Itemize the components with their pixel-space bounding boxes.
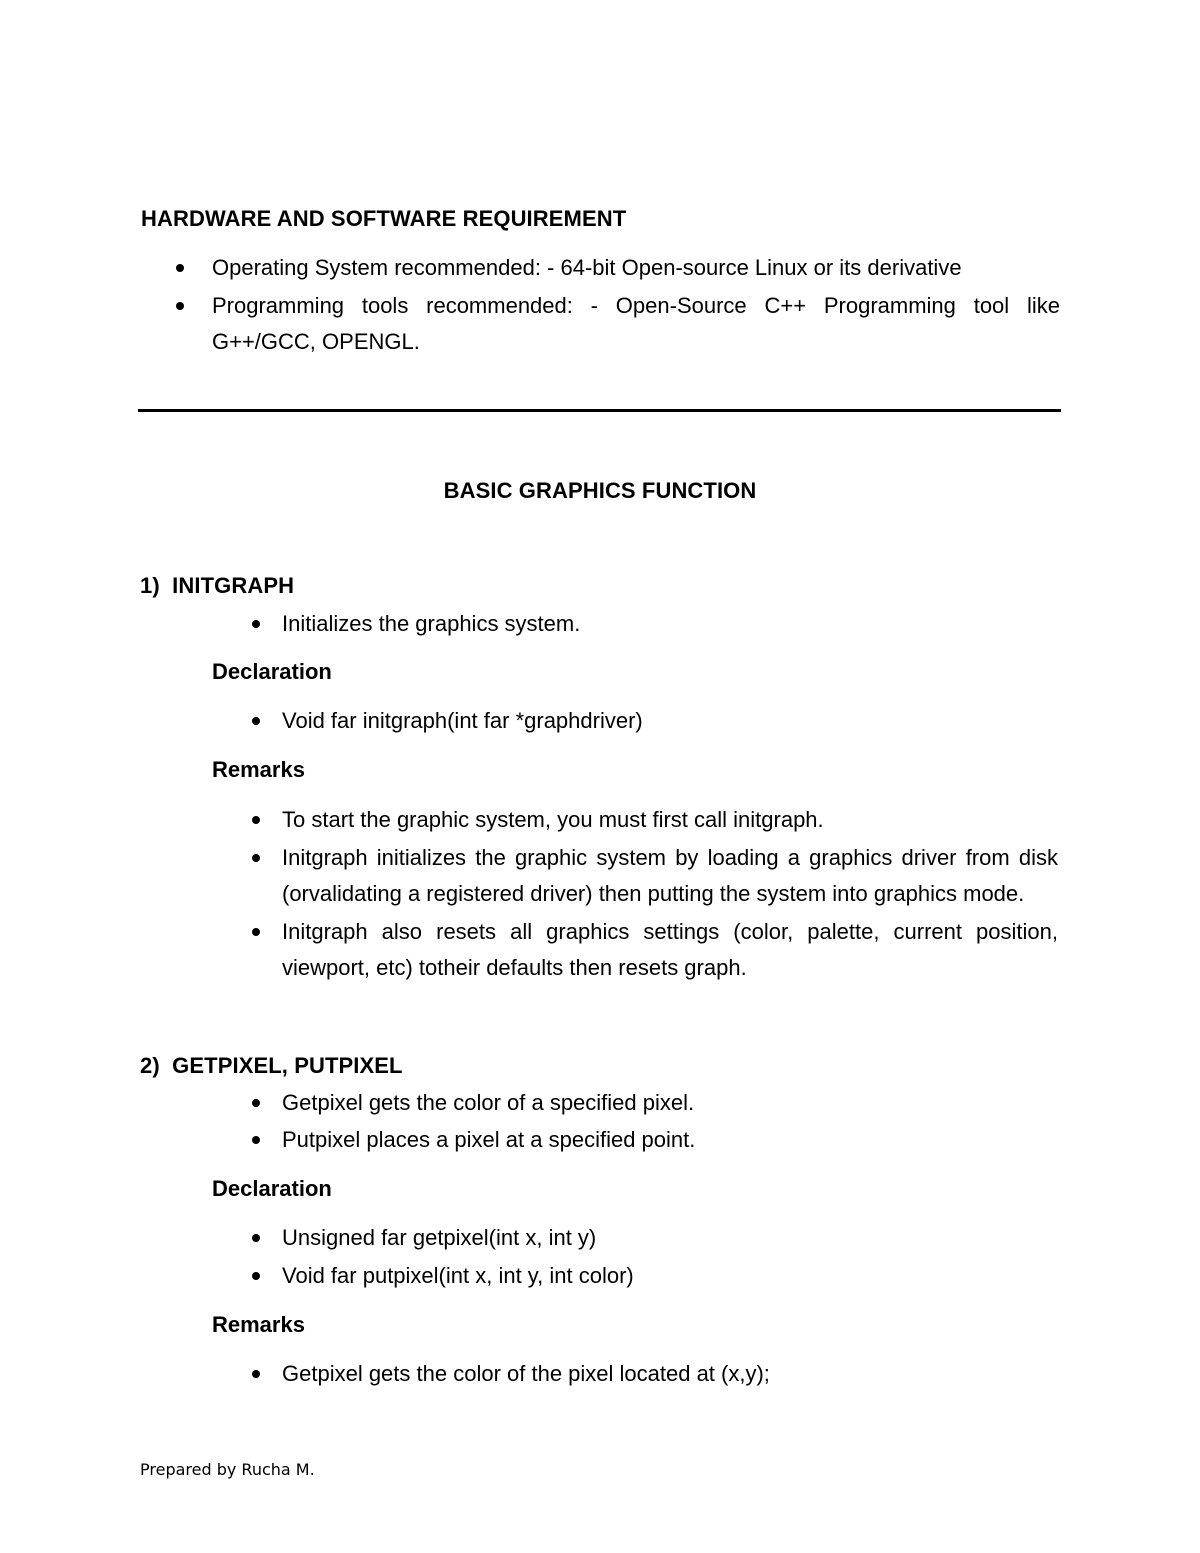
list-item: Initializes the graphics system. (282, 611, 581, 636)
list-item: Programming tools recommended: - Open-Source C++ Programming tool like G++/GCC, OPENGL. (212, 293, 1060, 354)
bullet-icon (252, 928, 260, 936)
bullet-icon (252, 816, 260, 824)
list-item: Operating System recommended: - 64-bit Open-source Linux or its derivative (212, 255, 962, 280)
bullet-icon (252, 1272, 260, 1280)
section-title-requirements: HARDWARE AND SOFTWARE REQUIREMENT (141, 206, 627, 231)
remarks-label: Remarks (212, 757, 305, 782)
bullet-icon (252, 1136, 260, 1144)
bullet-icon (252, 1370, 260, 1378)
list-item: Putpixel places a pixel at a specified point. (282, 1127, 696, 1152)
declaration-label: Declaration (212, 659, 332, 684)
item-title-initgraph: 1) INITGRAPH (140, 573, 295, 598)
bullet-icon (252, 717, 260, 725)
bullet-icon (252, 854, 260, 862)
list-item: Getpixel gets the color of a specified pixel. (282, 1090, 695, 1115)
bullet-icon (252, 620, 260, 628)
section-title-basic-graphics: BASIC GRAPHICS FUNCTION (443, 478, 757, 503)
page-footer: Prepared by Rucha M. (140, 1460, 315, 1479)
list-item: Unsigned far getpixel(int x, int y) (282, 1225, 597, 1250)
horizontal-divider (138, 409, 1061, 412)
list-item: Initgraph also resets all graphics settings (color, palette, current position, viewport, etc) totheir defaults then resets graph. (282, 919, 1058, 980)
declaration-label: Declaration (212, 1176, 332, 1201)
bullet-icon (252, 1234, 260, 1242)
bullet-icon (252, 1099, 260, 1107)
item-title-getpixel-putpixel: 2) GETPIXEL, PUTPIXEL (140, 1053, 403, 1078)
list-item: Getpixel gets the color of the pixel located at (x,y); (282, 1361, 770, 1386)
bullet-icon (176, 302, 184, 310)
remarks-label: Remarks (212, 1312, 305, 1337)
bullet-icon (176, 264, 184, 272)
list-item: Void far putpixel(int x, int y, int color) (282, 1263, 634, 1288)
list-item: Void far initgraph(int far *graphdriver) (282, 708, 643, 733)
list-item: Initgraph initializes the graphic system by loading a graphics driver from disk (orvalidating a registered driver) then putting the system into graphics mode. (282, 845, 1058, 906)
list-item: To start the graphic system, you must first call initgraph. (282, 807, 824, 832)
